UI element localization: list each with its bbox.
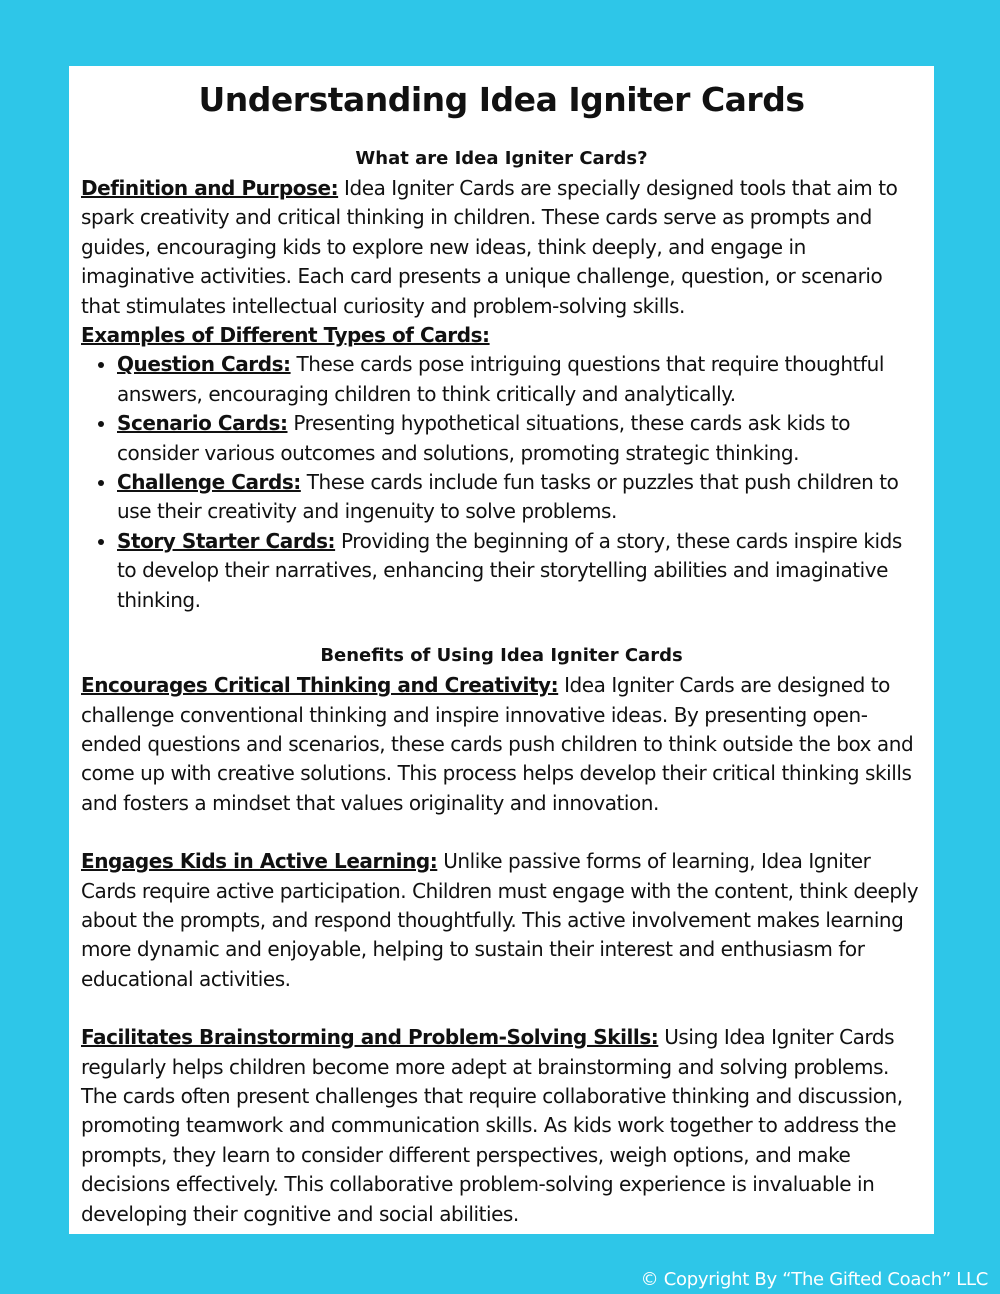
definition-label: Definition and Purpose: [81, 176, 339, 200]
page-title: Understanding Idea Igniter Cards [198, 80, 805, 119]
benefit-label: Engages Kids in Active Learning: [81, 849, 438, 874]
list-item [117, 527, 922, 615]
benefit-paragraph [81, 671, 922, 818]
benefit-paragraph [81, 1023, 922, 1229]
benefit-text: Unlike passive forms of learning, Idea Igniter Cards require active participation. Children must engage with the content, think deeply about the prompts, and respond thoughtfully. This active involvement makes learning more dynamic and enjoyable, helping to sustain their interest and enthusiasm for educational activities. [81, 849, 919, 991]
benefit-text: Idea Igniter Cards are designed to challenge conventional thinking and inspire innovative ideas. By presenting open-ended questions and scenarios, these cards push children to think outside the box and come up with creative solutions. This process helps develop their critical thinking skills and fosters a mindset that values originality and innovation. [81, 673, 914, 815]
list-item [117, 409, 922, 468]
paragraph-spacer [81, 994, 922, 1023]
card-type-label: Question Cards: [117, 352, 291, 377]
definition-paragraph [81, 174, 922, 321]
copyright-footer: © Copyright By “The Gifted Coach” LLC [640, 1269, 988, 1290]
card-type-label: Story Starter Cards: [117, 528, 336, 553]
card-type-text: These cards include fun tasks or puzzles that push children to use their creativity and ingenuity to solve problems. [117, 470, 899, 524]
document-page [69, 66, 934, 1234]
benefit-label: Encourages Critical Thinking and Creativity: [81, 673, 559, 698]
benefit-label: Facilitates Brainstorming and Problem-Solving Skills: [81, 1025, 659, 1050]
card-type-label: Challenge Cards: [117, 470, 301, 495]
list-item [117, 350, 922, 409]
paragraph-spacer [81, 818, 922, 847]
card-types-list [81, 350, 922, 615]
card-type-label: Scenario Cards: [117, 411, 288, 436]
benefit-paragraph [81, 847, 922, 994]
examples-heading [81, 321, 922, 350]
card-type-text: Providing the beginning of a story, these cards inspire kids to develop their narratives, enhancing their storytelling abilities and imaginative thinking. [117, 528, 902, 612]
card-type-text: Presenting hypothetical situations, these cards ask kids to consider various outcomes and solutions, promoting strategic thinking. [117, 411, 851, 465]
card-type-text: These cards pose intriguing questions that require thoughtful answers, encouraging children to think critically and analytically. [117, 352, 884, 406]
examples-label: Examples of Different Types of Cards: [81, 323, 490, 348]
definition-text: Idea Igniter Cards are specially designed tools that aim to spark creativity and critical thinking in children. These cards serve as prompts and guides, encouraging kids to explore new ideas, think deeply, and engage in imaginative activities. Each card presents a unique challenge, question, or scenario that stimulates intellectual curiosity and problem-solving skills. [81, 176, 898, 318]
benefit-text: Using Idea Igniter Cards regularly helps children become more adept at brainstorming and solving problems. The cards often present challenges that require collaborative thinking and discussion, promoting teamwork and communication skills. As kids work together to address the prompts, they learn to consider different perspectives, weigh options, and make decisions effectively. This collaborative problem-solving experience is invaluable in developing their cognitive and social abilities. [81, 1025, 903, 1226]
section-heading-benefits: Benefits of Using Idea Igniter Cards [320, 645, 683, 667]
list-item [117, 468, 922, 527]
section-heading-what-are: What are Idea Igniter Cards? [355, 148, 648, 169]
